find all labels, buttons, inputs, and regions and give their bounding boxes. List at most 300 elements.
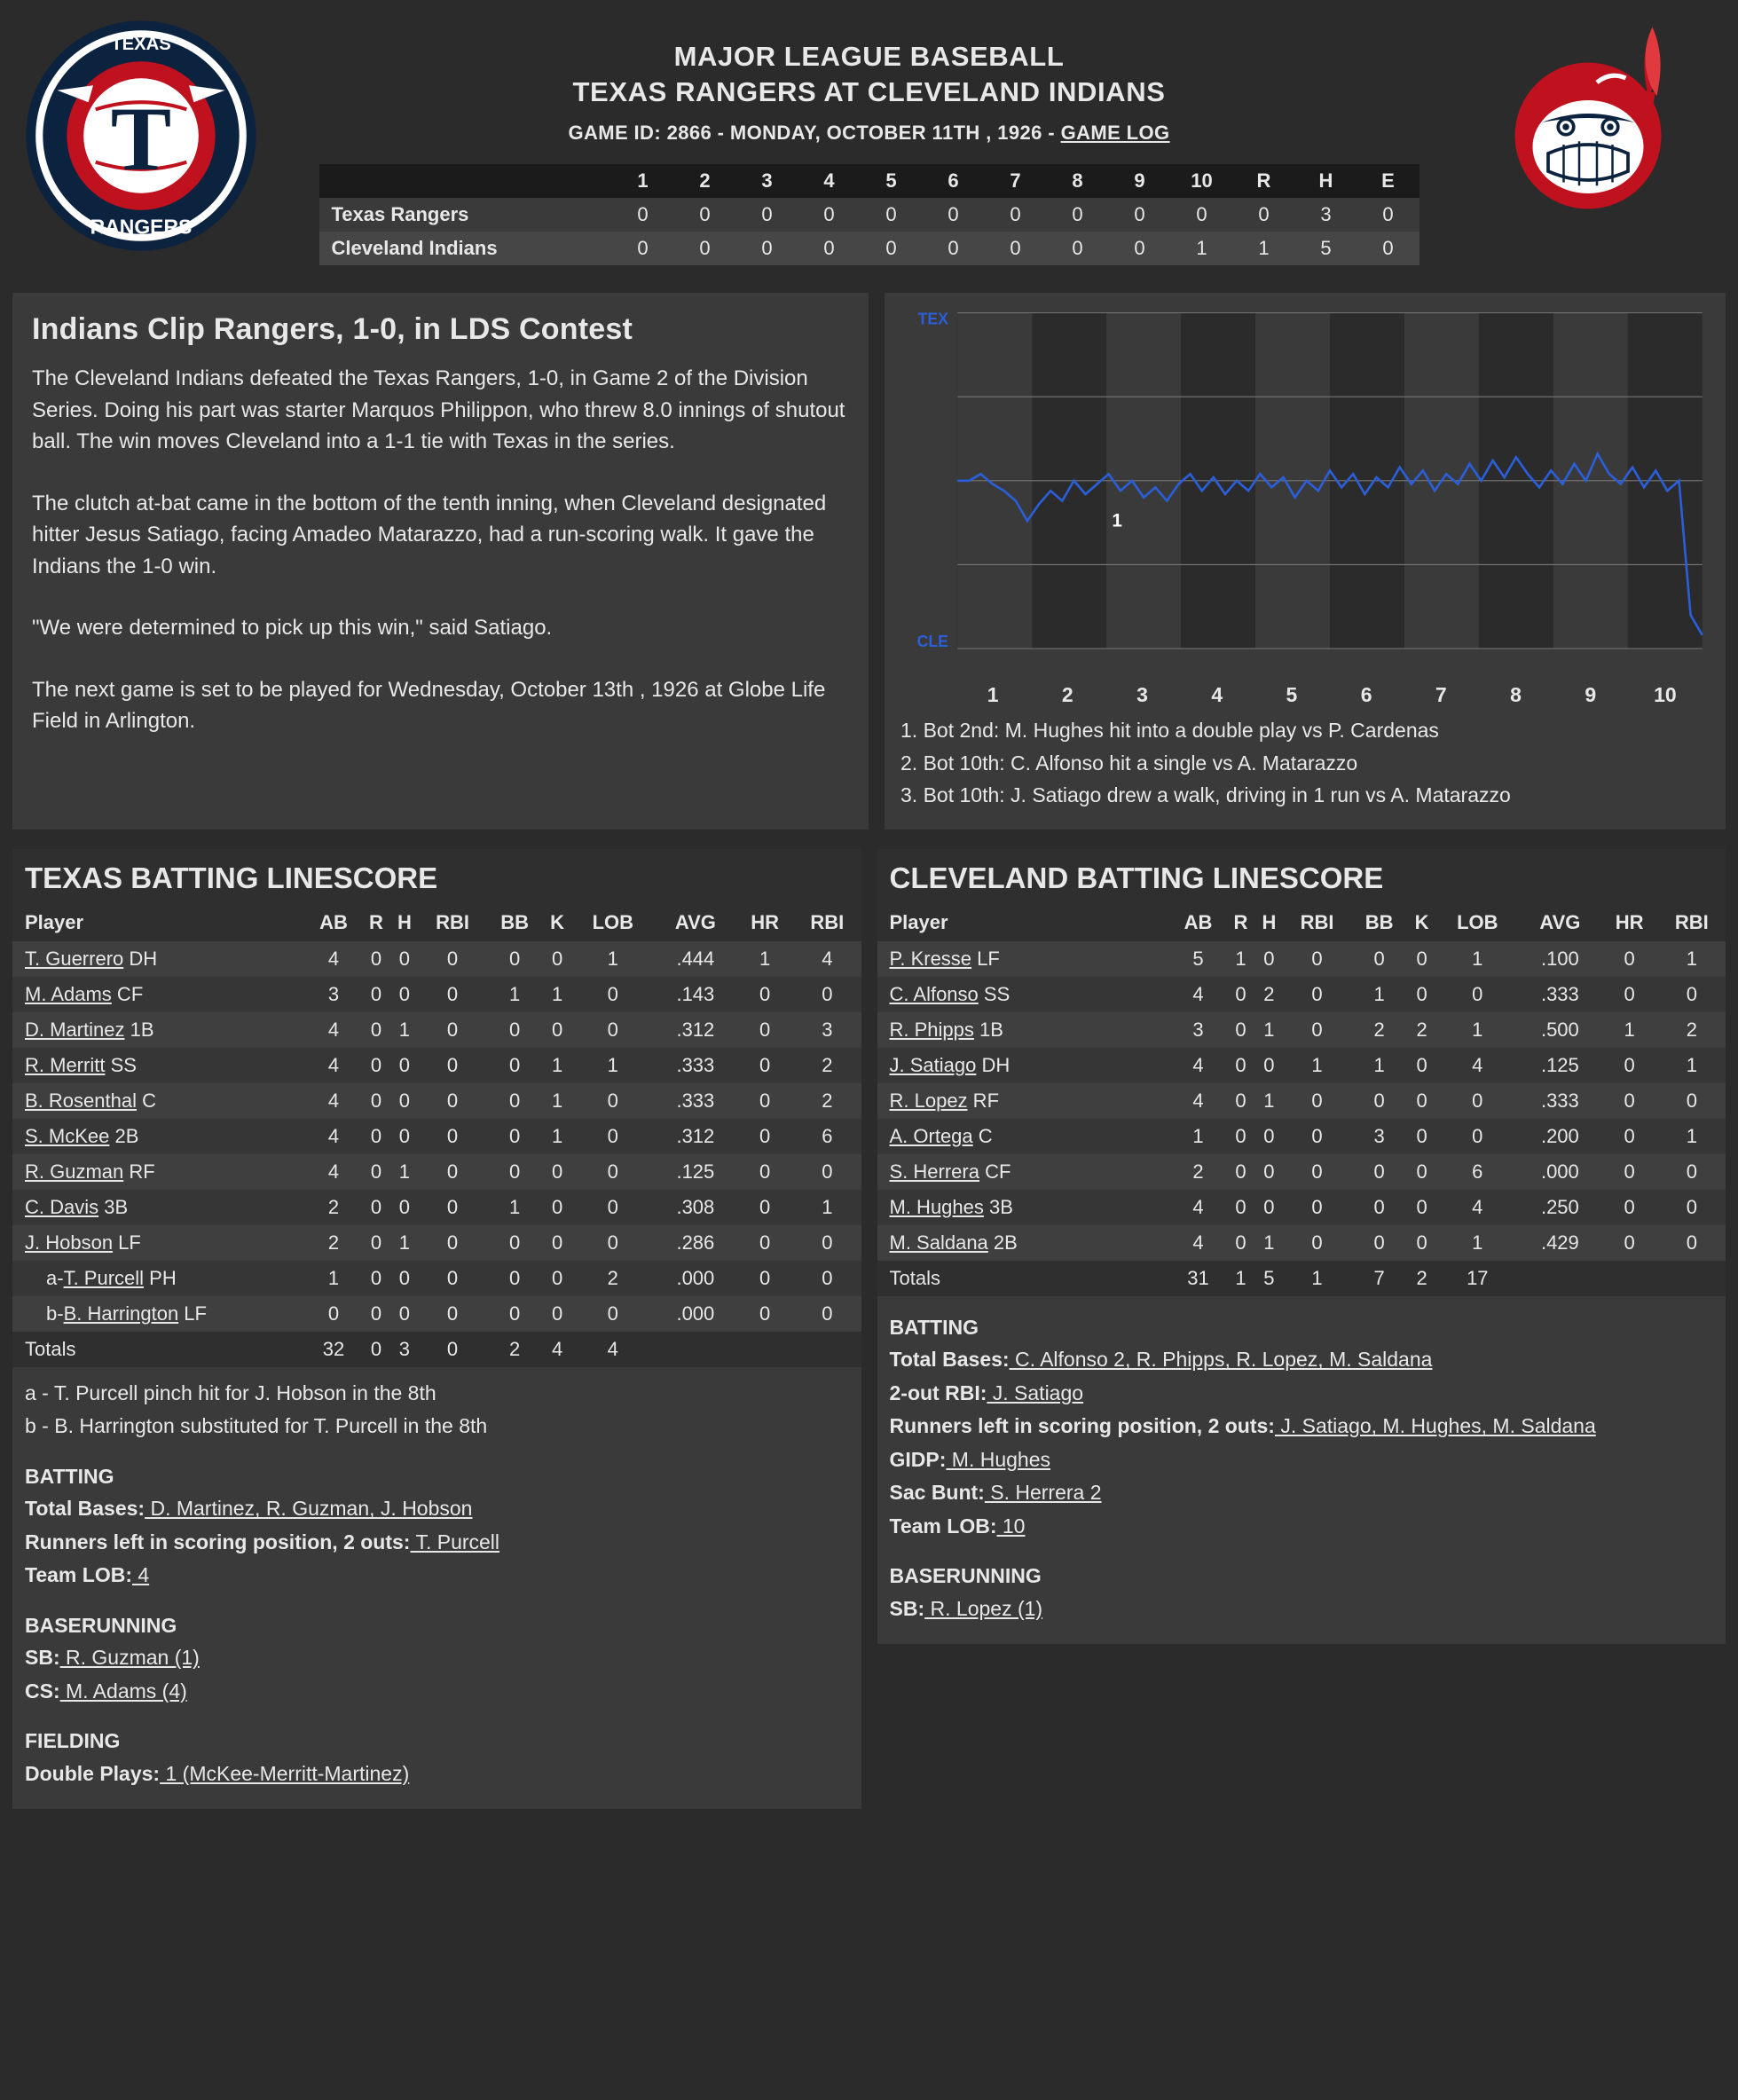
totals-cell: 2 bbox=[1416, 1266, 1427, 1289]
note-line bbox=[25, 1758, 849, 1789]
table-row bbox=[877, 1119, 1726, 1154]
col-player: Player bbox=[12, 904, 305, 941]
x-tick: 10 bbox=[1654, 683, 1677, 706]
note-line bbox=[890, 1593, 1714, 1624]
stat-cell: 0 bbox=[446, 1231, 459, 1254]
stat-cell: 0 bbox=[1311, 1018, 1323, 1041]
player-cell bbox=[12, 1048, 305, 1083]
linescore-col: 7 bbox=[985, 164, 1047, 198]
svg-text:RANGERS: RANGERS bbox=[90, 215, 193, 239]
note-line bbox=[890, 1344, 1714, 1375]
player-cell bbox=[12, 941, 305, 977]
player-position: RF bbox=[967, 1089, 1000, 1112]
stat-cell: 1 bbox=[398, 1160, 411, 1183]
stat-cell: 0 bbox=[446, 1089, 459, 1112]
table-row bbox=[877, 941, 1726, 977]
linescore-team-name: Texas Rangers bbox=[331, 203, 469, 226]
note-label: Sac Bunt: bbox=[889, 1481, 985, 1505]
player-position: SS bbox=[105, 1053, 137, 1076]
stat-cell: 1 bbox=[508, 1195, 521, 1218]
stat-cell: 0 bbox=[1373, 947, 1385, 970]
table-row bbox=[12, 1261, 861, 1296]
stat-cell: 0 bbox=[607, 1195, 618, 1218]
svg-text:TEXAS: TEXAS bbox=[111, 34, 171, 54]
stat-cell: 0 bbox=[1472, 982, 1483, 1005]
player-link[interactable]: B. Rosenthal bbox=[25, 1089, 137, 1112]
player-link[interactable]: R. Merritt bbox=[25, 1053, 106, 1076]
linescore-cell: 0 bbox=[637, 237, 649, 260]
win-expectancy-panel bbox=[885, 293, 1726, 830]
totals-cell: 17 bbox=[1467, 1266, 1489, 1289]
stat-cell: 1 bbox=[1311, 1053, 1323, 1076]
stat-cell: 5 bbox=[1192, 947, 1204, 970]
stat-cell: 2 bbox=[822, 1053, 833, 1076]
player-cell bbox=[877, 977, 1170, 1012]
note-label: Total Bases: bbox=[25, 1497, 145, 1521]
recap-paragraph-2: The clutch at-bat came in the bottom of the tenth inning, when Cleveland designated hitter Jesus Satiago, facing Amadeo Matarazzo, had a run-scoring walk. It gave the Indians the 1-0 win. bbox=[32, 491, 827, 578]
game-id-text: GAME ID: 2866 - MONDAY, OCTOBER 11TH , 1926 - bbox=[568, 122, 1061, 145]
player-position: 2B bbox=[987, 1231, 1018, 1254]
stat-cell: 0 bbox=[1416, 947, 1427, 970]
linescore-row bbox=[319, 232, 1419, 265]
annotation-text: Bot 2nd: M. Hughes hit into a double play vs P. Cardenas bbox=[923, 719, 1439, 742]
x-tick: 5 bbox=[1286, 683, 1298, 706]
player-link[interactable]: R. Phipps bbox=[889, 1018, 974, 1041]
stat-cell: .333 bbox=[676, 1089, 715, 1112]
stat-cell: 0 bbox=[551, 1302, 563, 1325]
stat-cell: 1 bbox=[1373, 1053, 1385, 1076]
col-bb: BB bbox=[486, 904, 543, 941]
player-position: 3B bbox=[98, 1195, 129, 1218]
note-value[interactable]: M. Adams (4) bbox=[59, 1679, 187, 1703]
matchup-title: TEXAS RANGERS AT CLEVELAND INDIANS bbox=[572, 75, 1166, 107]
stat-cell: 0 bbox=[1311, 1231, 1323, 1254]
stat-cell: 1 bbox=[1263, 1018, 1275, 1041]
linescore-cell: 0 bbox=[1382, 237, 1394, 260]
totals-cell: 4 bbox=[551, 1337, 563, 1360]
stat-cell: 6 bbox=[1472, 1160, 1483, 1183]
linescore-row bbox=[319, 198, 1419, 232]
stat-cell: 2 bbox=[1373, 1018, 1385, 1041]
player-position: CF bbox=[111, 982, 144, 1005]
x-tick: 1 bbox=[987, 683, 999, 706]
totals-cell: 7 bbox=[1373, 1266, 1385, 1289]
stat-cell: 0 bbox=[1416, 982, 1427, 1005]
col-rbi: RBI bbox=[419, 904, 486, 941]
totals-cell: 32 bbox=[322, 1337, 345, 1360]
player-position: 1B bbox=[973, 1018, 1003, 1041]
annotation-text: Bot 10th: C. Alfonso hit a single vs A. Matarazzo bbox=[923, 751, 1358, 775]
totals-cell: 5 bbox=[1263, 1266, 1275, 1289]
table-row bbox=[877, 977, 1726, 1012]
stat-cell: 0 bbox=[759, 1124, 771, 1147]
stat-cell: 4 bbox=[1472, 1053, 1483, 1076]
linescore-cell: 0 bbox=[885, 203, 897, 226]
stat-cell: 3 bbox=[1192, 1018, 1204, 1041]
game-log-link[interactable]: GAME LOG bbox=[1060, 122, 1170, 145]
recap-paragraph-1: The Cleveland Indians defeated the Texas Rangers, 1-0, in Game 2 of the Division Series. Doing his part was starter Marquos Philippon, who threw 8.0 innings of shutout ball. The win moves Cleveland into a 1-1 tie with Texas in the series. bbox=[32, 366, 845, 454]
linescore-cell: 0 bbox=[948, 203, 959, 226]
stat-cell: 0 bbox=[1235, 1018, 1246, 1041]
totals-cell bbox=[1601, 1261, 1658, 1296]
player-link[interactable]: J. Hobson bbox=[25, 1231, 114, 1254]
player-link[interactable]: D. Martinez bbox=[25, 1018, 125, 1041]
linescore-cell: 0 bbox=[823, 237, 835, 260]
stat-cell: .333 bbox=[1540, 982, 1579, 1005]
totals-cell bbox=[793, 1332, 861, 1367]
stat-cell: 0 bbox=[1311, 947, 1323, 970]
stat-cell: 0 bbox=[1373, 1089, 1385, 1112]
linescore-team-header bbox=[319, 164, 612, 198]
texas-baserunning-header: BASERUNNING bbox=[25, 1613, 177, 1637]
player-link[interactable]: A. Ortega bbox=[889, 1124, 973, 1147]
player-link[interactable]: M. Saldana bbox=[889, 1231, 988, 1254]
linescore-cell: 1 bbox=[1196, 237, 1207, 260]
texas-baserunning-block bbox=[25, 1610, 849, 1707]
player-cell bbox=[877, 1225, 1170, 1261]
texas-notes bbox=[12, 1367, 861, 1789]
col-ab: AB bbox=[305, 904, 362, 941]
player-cell bbox=[877, 1154, 1170, 1190]
texas-box-title: TEXAS BATTING LINESCORE bbox=[12, 849, 861, 904]
stat-cell: 0 bbox=[446, 1053, 459, 1076]
stat-cell: 0 bbox=[1373, 1195, 1385, 1218]
stat-cell: .444 bbox=[676, 947, 715, 970]
stat-cell: 3 bbox=[822, 1018, 833, 1041]
cleveland-baserunning-block bbox=[890, 1561, 1714, 1624]
player-cell bbox=[12, 1012, 305, 1048]
table-row bbox=[12, 1154, 861, 1190]
stat-cell: 2 bbox=[1416, 1018, 1427, 1041]
stat-cell: 0 bbox=[759, 1195, 771, 1218]
stat-cell: 0 bbox=[446, 1018, 459, 1041]
note-line bbox=[25, 1527, 849, 1558]
player-position: CF bbox=[979, 1160, 1011, 1183]
stat-cell: 0 bbox=[1416, 1053, 1427, 1076]
note-label: 2-out RBI: bbox=[889, 1380, 987, 1404]
player-link[interactable]: T. Guerrero bbox=[25, 947, 124, 970]
player-cell bbox=[12, 1083, 305, 1119]
totals-cell bbox=[1519, 1261, 1601, 1296]
player-link[interactable]: R. Lopez bbox=[889, 1089, 968, 1112]
chart-annotation: 2. Bot 10th: C. Alfonso hit a single vs A. Matarazzo bbox=[900, 751, 1358, 775]
table-row bbox=[877, 1048, 1726, 1083]
stat-cell: 1 bbox=[551, 982, 563, 1005]
stat-cell: 0 bbox=[370, 1266, 382, 1289]
player-position: RF bbox=[123, 1160, 155, 1183]
texas-header-row bbox=[12, 904, 861, 941]
recap-paragraph-3: "We were determined to pick up this win," said Satiago. bbox=[32, 616, 553, 641]
linescore-col: 5 bbox=[861, 164, 923, 198]
stat-cell: .500 bbox=[1540, 1018, 1579, 1041]
note-line bbox=[890, 1511, 1714, 1542]
sub-prefix: b- bbox=[46, 1302, 64, 1325]
stat-cell: 0 bbox=[398, 1124, 411, 1147]
table-row bbox=[877, 1083, 1726, 1119]
substitution-note: b - B. Harrington substituted for T. Purcell in the 8th bbox=[25, 1414, 488, 1438]
stat-cell: 1 bbox=[327, 1266, 340, 1289]
stat-cell: 0 bbox=[1373, 1231, 1385, 1254]
note-value[interactable]: M. Hughes bbox=[946, 1447, 1050, 1471]
table-row bbox=[12, 1083, 861, 1119]
stat-cell: 0 bbox=[327, 1302, 340, 1325]
stat-cell: 0 bbox=[398, 947, 411, 970]
stat-cell: 4 bbox=[327, 1089, 340, 1112]
linescore-cell: 0 bbox=[1258, 203, 1270, 226]
player-link[interactable]: R. Guzman bbox=[25, 1160, 124, 1183]
cleveland-indians-logo bbox=[1468, 7, 1726, 238]
totals-cell: 0 bbox=[370, 1337, 382, 1360]
player-position: LF bbox=[178, 1302, 207, 1325]
note-value[interactable]: R. Guzman (1) bbox=[59, 1646, 200, 1670]
annotation-text: Bot 10th: J. Satiago drew a walk, driving in 1 run vs A. Matarazzo bbox=[923, 783, 1511, 807]
stat-cell: 0 bbox=[822, 1266, 833, 1289]
table-row bbox=[877, 1190, 1726, 1225]
linescore-cell: 0 bbox=[699, 203, 711, 226]
totals-cell: 3 bbox=[398, 1337, 411, 1360]
box-scores-row bbox=[0, 849, 1738, 1810]
player-link[interactable]: T. Purcell bbox=[63, 1266, 145, 1289]
player-cell bbox=[877, 1190, 1170, 1225]
stat-cell: 4 bbox=[327, 947, 340, 970]
stat-cell: 1 bbox=[1235, 947, 1246, 970]
note-value[interactable]: D. Martinez, R. Guzman, J. Hobson bbox=[145, 1497, 473, 1521]
col-r: R bbox=[1226, 904, 1254, 941]
linescore-cell: 0 bbox=[885, 237, 897, 260]
linescore-cell: 3 bbox=[1320, 203, 1332, 226]
stat-cell: 0 bbox=[1686, 1160, 1697, 1183]
stat-cell: 0 bbox=[551, 1266, 563, 1289]
stat-cell: 0 bbox=[1686, 1089, 1697, 1112]
col-hr: HR bbox=[1601, 904, 1658, 941]
linescore-table bbox=[319, 164, 1419, 265]
note-value[interactable]: R. Lopez (1) bbox=[924, 1596, 1043, 1620]
stat-cell: 0 bbox=[370, 1231, 382, 1254]
cleveland-header-row bbox=[877, 904, 1726, 941]
player-link[interactable]: M. Adams bbox=[25, 982, 112, 1005]
stat-cell: 0 bbox=[508, 1018, 521, 1041]
totals-cell: 31 bbox=[1187, 1266, 1209, 1289]
table-row bbox=[12, 977, 861, 1012]
stat-cell: 0 bbox=[1263, 1053, 1275, 1076]
x-tick: 3 bbox=[1136, 683, 1148, 706]
stat-cell: 0 bbox=[1624, 1124, 1635, 1147]
stat-cell: 2 bbox=[1263, 982, 1275, 1005]
note-label: Team LOB: bbox=[25, 1563, 132, 1587]
totals-cell bbox=[1658, 1261, 1726, 1296]
stat-cell: 0 bbox=[1263, 1195, 1275, 1218]
stat-cell: 4 bbox=[1192, 1231, 1204, 1254]
stat-cell: 0 bbox=[1235, 1053, 1246, 1076]
table-row bbox=[12, 1119, 861, 1154]
chart-x-axis-labels bbox=[956, 683, 1703, 707]
x-tick: 4 bbox=[1211, 683, 1223, 706]
note-label: SB: bbox=[25, 1646, 60, 1670]
player-link[interactable]: M. Hughes bbox=[889, 1195, 984, 1218]
stat-cell: 3 bbox=[327, 982, 340, 1005]
linescore-col: 4 bbox=[798, 164, 861, 198]
linescore-col: H bbox=[1295, 164, 1357, 198]
stat-cell: 0 bbox=[1235, 1231, 1246, 1254]
col-k: K bbox=[543, 904, 571, 941]
stat-cell: 0 bbox=[1235, 1089, 1246, 1112]
stat-cell: 0 bbox=[759, 1266, 771, 1289]
col-avg: AVG bbox=[655, 904, 737, 941]
note-label: SB: bbox=[889, 1596, 925, 1620]
stat-cell: 0 bbox=[551, 947, 563, 970]
stat-cell: 0 bbox=[446, 982, 459, 1005]
table-row bbox=[12, 1225, 861, 1261]
stat-cell: 2 bbox=[1686, 1018, 1697, 1041]
player-cell bbox=[877, 1083, 1170, 1119]
annotation-num: 3 bbox=[900, 783, 912, 807]
stat-cell: 1 bbox=[398, 1018, 411, 1041]
player-link[interactable]: C. Davis bbox=[25, 1195, 99, 1218]
stat-cell: 0 bbox=[1624, 1195, 1635, 1218]
note-value[interactable]: C. Alfonso 2, R. Phipps, R. Lopez, M. Saldana bbox=[1009, 1348, 1433, 1372]
stat-cell: .100 bbox=[1540, 947, 1579, 970]
totals-cell: 1 bbox=[1235, 1266, 1246, 1289]
stat-cell: 6 bbox=[822, 1124, 833, 1147]
stat-cell: 0 bbox=[1416, 1231, 1427, 1254]
stat-cell: .125 bbox=[676, 1160, 715, 1183]
linescore-col: 10 bbox=[1171, 164, 1233, 198]
stat-cell: 1 bbox=[607, 1053, 618, 1076]
stat-cell: 0 bbox=[398, 1089, 411, 1112]
player-cell bbox=[877, 941, 1170, 977]
annotation-num: 2 bbox=[900, 751, 912, 775]
league-title: MAJOR LEAGUE BASEBALL bbox=[673, 41, 1065, 72]
texas-rangers-logo bbox=[12, 7, 270, 256]
linescore-col: 1 bbox=[612, 164, 674, 198]
stat-cell: 0 bbox=[551, 1018, 563, 1041]
stat-cell: 0 bbox=[607, 1124, 618, 1147]
note-value[interactable]: J. Satiago bbox=[987, 1380, 1084, 1404]
player-link[interactable]: J. Satiago bbox=[889, 1053, 977, 1076]
note-label: Total Bases: bbox=[889, 1348, 1010, 1372]
stat-cell: 0 bbox=[398, 1053, 411, 1076]
stat-cell: 0 bbox=[1416, 1089, 1427, 1112]
cleveland-batting-panel bbox=[877, 849, 1726, 1645]
col-rbi-season: RBI bbox=[1658, 904, 1726, 941]
svg-text:1: 1 bbox=[1112, 510, 1122, 531]
stat-cell: 1 bbox=[1686, 1053, 1697, 1076]
player-link[interactable]: S. Herrera bbox=[889, 1160, 979, 1183]
player-cell bbox=[877, 1119, 1170, 1154]
col-h: H bbox=[390, 904, 419, 941]
table-row bbox=[877, 1154, 1726, 1190]
col-lob: LOB bbox=[571, 904, 654, 941]
game-info bbox=[270, 122, 1468, 145]
col-r: R bbox=[362, 904, 390, 941]
note-value[interactable]: 10 bbox=[996, 1514, 1026, 1538]
header-titles bbox=[270, 7, 1468, 265]
stat-cell: 0 bbox=[446, 1124, 459, 1147]
stat-cell: .429 bbox=[1540, 1231, 1579, 1254]
stat-cell: 0 bbox=[759, 1302, 771, 1325]
note-value[interactable]: S. Herrera 2 bbox=[984, 1481, 1102, 1505]
linescore-col: 8 bbox=[1047, 164, 1109, 198]
x-tick: 9 bbox=[1585, 683, 1597, 706]
rangers-logo-icon bbox=[21, 16, 261, 256]
texas-batting-table bbox=[12, 904, 861, 1367]
stat-cell: 0 bbox=[1311, 1195, 1323, 1218]
recap-chart-row bbox=[0, 293, 1738, 830]
col-h: H bbox=[1254, 904, 1283, 941]
stat-cell: 1 bbox=[1624, 1018, 1635, 1041]
stat-cell: 1 bbox=[1263, 1089, 1275, 1112]
stat-cell: 0 bbox=[446, 1195, 459, 1218]
recap-headline: Indians Clip Rangers, 1-0, in LDS Contest bbox=[32, 312, 633, 346]
player-link[interactable]: C. Alfonso bbox=[889, 982, 979, 1005]
player-link[interactable]: P. Kresse bbox=[889, 947, 972, 970]
stat-cell: 0 bbox=[370, 947, 382, 970]
cleveland-batting-block bbox=[890, 1312, 1714, 1542]
note-line bbox=[890, 1378, 1714, 1409]
stat-cell: 0 bbox=[508, 1053, 521, 1076]
stat-cell: 0 bbox=[508, 1302, 521, 1325]
stat-cell: 0 bbox=[508, 1089, 521, 1112]
x-tick: 8 bbox=[1510, 683, 1522, 706]
totals-cell: 0 bbox=[446, 1337, 459, 1360]
totals-cell: 2 bbox=[508, 1337, 521, 1360]
stat-cell: 0 bbox=[822, 982, 833, 1005]
x-tick: 2 bbox=[1061, 683, 1073, 706]
note-value[interactable]: J. Satiago, M. Hughes, M. Saldana bbox=[1274, 1414, 1596, 1438]
stat-cell: 0 bbox=[1624, 1160, 1635, 1183]
stat-cell: .286 bbox=[676, 1231, 715, 1254]
stat-cell: 1 bbox=[1192, 1124, 1204, 1147]
stat-cell: .000 bbox=[1540, 1160, 1579, 1183]
stat-cell: 0 bbox=[607, 1302, 618, 1325]
stat-cell: 0 bbox=[370, 982, 382, 1005]
stat-cell: 0 bbox=[508, 1266, 521, 1289]
col-rbi: RBI bbox=[1283, 904, 1350, 941]
player-position: DH bbox=[976, 1053, 1011, 1076]
stat-cell: 0 bbox=[1235, 1195, 1246, 1218]
player-link[interactable]: B. Harrington bbox=[63, 1302, 179, 1325]
player-link[interactable]: S. McKee bbox=[25, 1124, 110, 1147]
note-value[interactable]: 1 (McKee-Merritt-Martinez) bbox=[160, 1761, 410, 1785]
col-lob: LOB bbox=[1436, 904, 1519, 941]
player-position: 1B bbox=[124, 1018, 154, 1041]
note-label: GIDP: bbox=[889, 1447, 947, 1471]
note-value[interactable]: 4 bbox=[131, 1563, 150, 1587]
stat-cell: 0 bbox=[1263, 1124, 1275, 1147]
player-position: LF bbox=[113, 1231, 141, 1254]
note-label: Runners left in scoring position, 2 outs: bbox=[889, 1414, 1275, 1438]
note-value[interactable]: T. Purcell bbox=[410, 1530, 500, 1553]
stat-cell: 0 bbox=[508, 1124, 521, 1147]
player-cell bbox=[12, 977, 305, 1012]
stat-cell: 0 bbox=[370, 1053, 382, 1076]
stat-cell: 0 bbox=[551, 1160, 563, 1183]
player-cell bbox=[12, 1296, 305, 1332]
stat-cell: 0 bbox=[1263, 947, 1275, 970]
texas-fielding-header: FIELDING bbox=[25, 1729, 121, 1753]
col-rbi-season: RBI bbox=[793, 904, 861, 941]
stat-cell: .333 bbox=[676, 1053, 715, 1076]
player-position: C bbox=[136, 1089, 156, 1112]
stat-cell: .250 bbox=[1540, 1195, 1579, 1218]
win-expectancy-plot bbox=[900, 305, 1710, 687]
linescore-cell: 0 bbox=[1072, 203, 1083, 226]
x-tick: 7 bbox=[1435, 683, 1447, 706]
stat-cell: 0 bbox=[759, 1160, 771, 1183]
stat-cell: 1 bbox=[822, 1195, 833, 1218]
totals-cell: 4 bbox=[607, 1337, 618, 1360]
stat-cell: .312 bbox=[676, 1124, 715, 1147]
